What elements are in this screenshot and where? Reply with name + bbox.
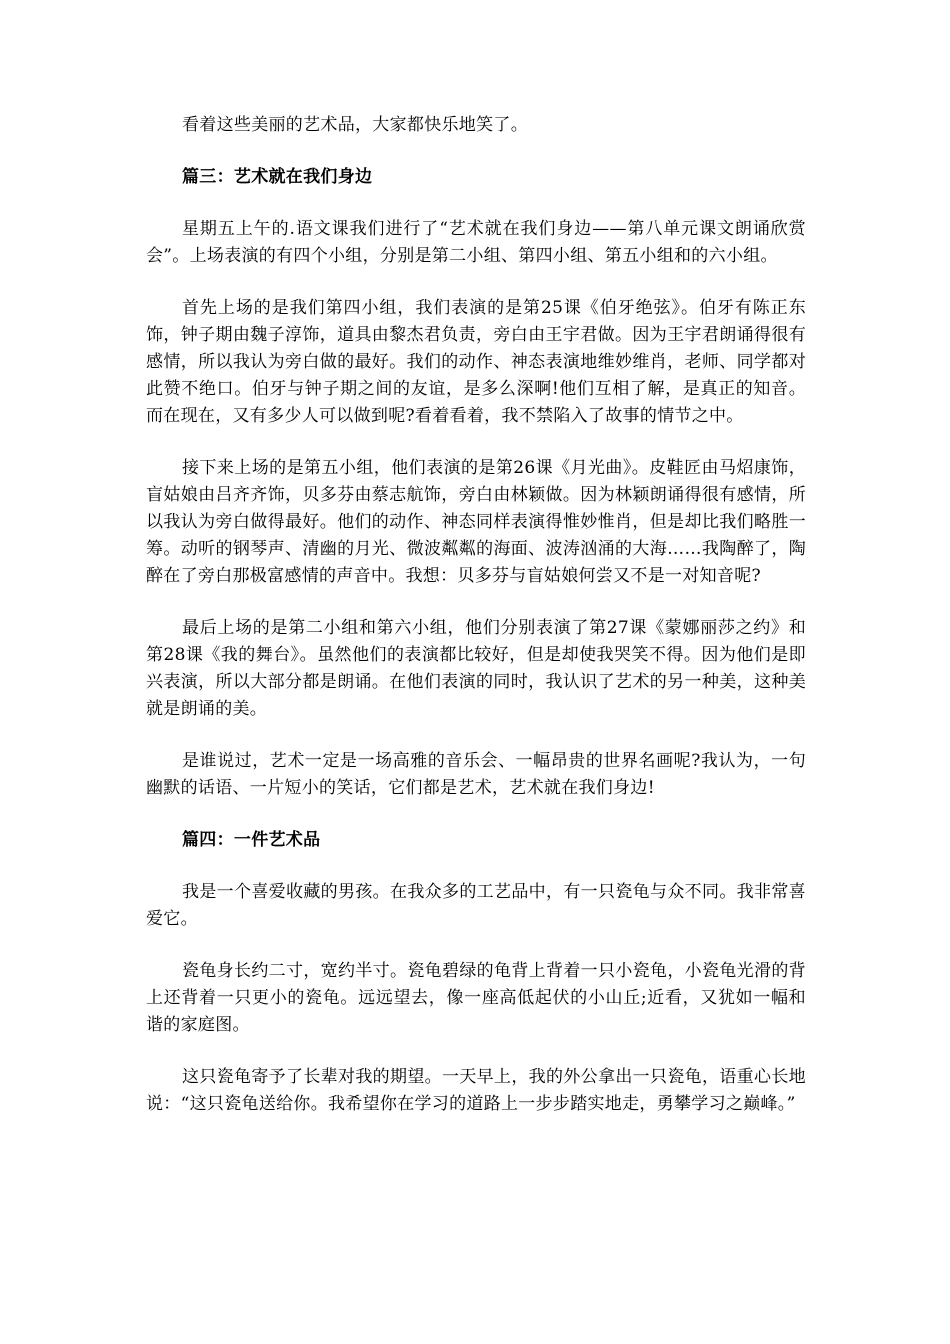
section-heading: 篇四：一件艺术品 xyxy=(182,830,321,850)
paragraph: 这只瓷龟寄予了长辈对我的期望。一天早上，我的外公拿出一只瓷龟，语重心长地说：“这只瓷龟送给你。我希望你在学习的道路上一步步踏实地走，勇攀学习之巅峰。” xyxy=(146,1067,806,1114)
paragraph: 瓷龟身长约二寸，宽约半寸。瓷龟碧绿的龟背上背着一只小瓷龟，小瓷龟光滑的背上还背着一只更小的瓷龟。远远望去，像一座高低起伏的小山丘;近看，又犹如一幅和谐的家庭图。 xyxy=(146,961,806,1035)
document-page xyxy=(146,112,806,1143)
paragraph: 是谁说过，艺术一定是一场高雅的音乐会、一幅昂贵的世界名画呢?我认为，一句幽默的话语、一片短小的笑话，它们都是艺术，艺术就在我们身边! xyxy=(146,751,806,798)
paragraph: 星期五上午的.语文课我们进行了“艺术就在我们身边——第八单元课文朗诵欣赏会”。上场表演的有四个小组，分别是第二小组、第四小组、第五小组和的六小组。 xyxy=(146,219,806,266)
section-heading: 篇三：艺术就在我们身边 xyxy=(182,167,373,187)
paragraph: 看着这些美丽的艺术品，大家都快乐地笑了。 xyxy=(182,115,528,135)
paragraph: 首先上场的是我们第四小组，我们表演的是第25课《伯牙绝弦》。伯牙有陈正东饰，钟子期由魏子淳饰，道具由黎杰君负责，旁白由王宇君做。因为王宇君朗诵得很有感情，所以我认为旁白做的最好。我们的动作、神态表演地维妙维肖，老师、同学都对此赞不绝口。伯牙与钟子期之间的友谊，是多么深啊!他们互相了解，是真正的知音。而在现在，又有多少人可以做到呢?看着看着，我不禁陷入了故事的情节之中。 xyxy=(146,298,806,426)
paragraph: 我是一个喜爱收藏的男孩。在我众多的工艺品中，有一只瓷龟与众不同。我非常喜爱它。 xyxy=(146,882,806,929)
paragraph: 接下来上场的是第五小组，他们表演的是第26课《月光曲》。皮鞋匠由马炤康饰，盲姑娘由吕齐齐饰，贝多芬由蔡志航饰，旁白由林颖做。因为林颖朗诵得很有感情，所以我认为旁白做得最好。他们的动作、神态同样表演得惟妙惟肖，但是却比我们略胜一筹。动听的钢琴声、清幽的月光、微波粼粼的海面、波涛汹涌的大海……我陶醉了，陶醉在了旁白那极富感情的声音中。我想：贝多芬与盲姑娘何尝又不是一对知音呢? xyxy=(146,458,806,586)
paragraph: 最后上场的是第二小组和第六小组，他们分别表演了第27课《蒙娜丽莎之约》和第28课《我的舞台》。虽然他们的表演都比较好，但是却使我哭笑不得。因为他们是即兴表演，所以大部分都是朗诵。在他们表演的同时，我认识了艺术的另一种美，这种美就是朗诵的美。 xyxy=(146,618,806,719)
